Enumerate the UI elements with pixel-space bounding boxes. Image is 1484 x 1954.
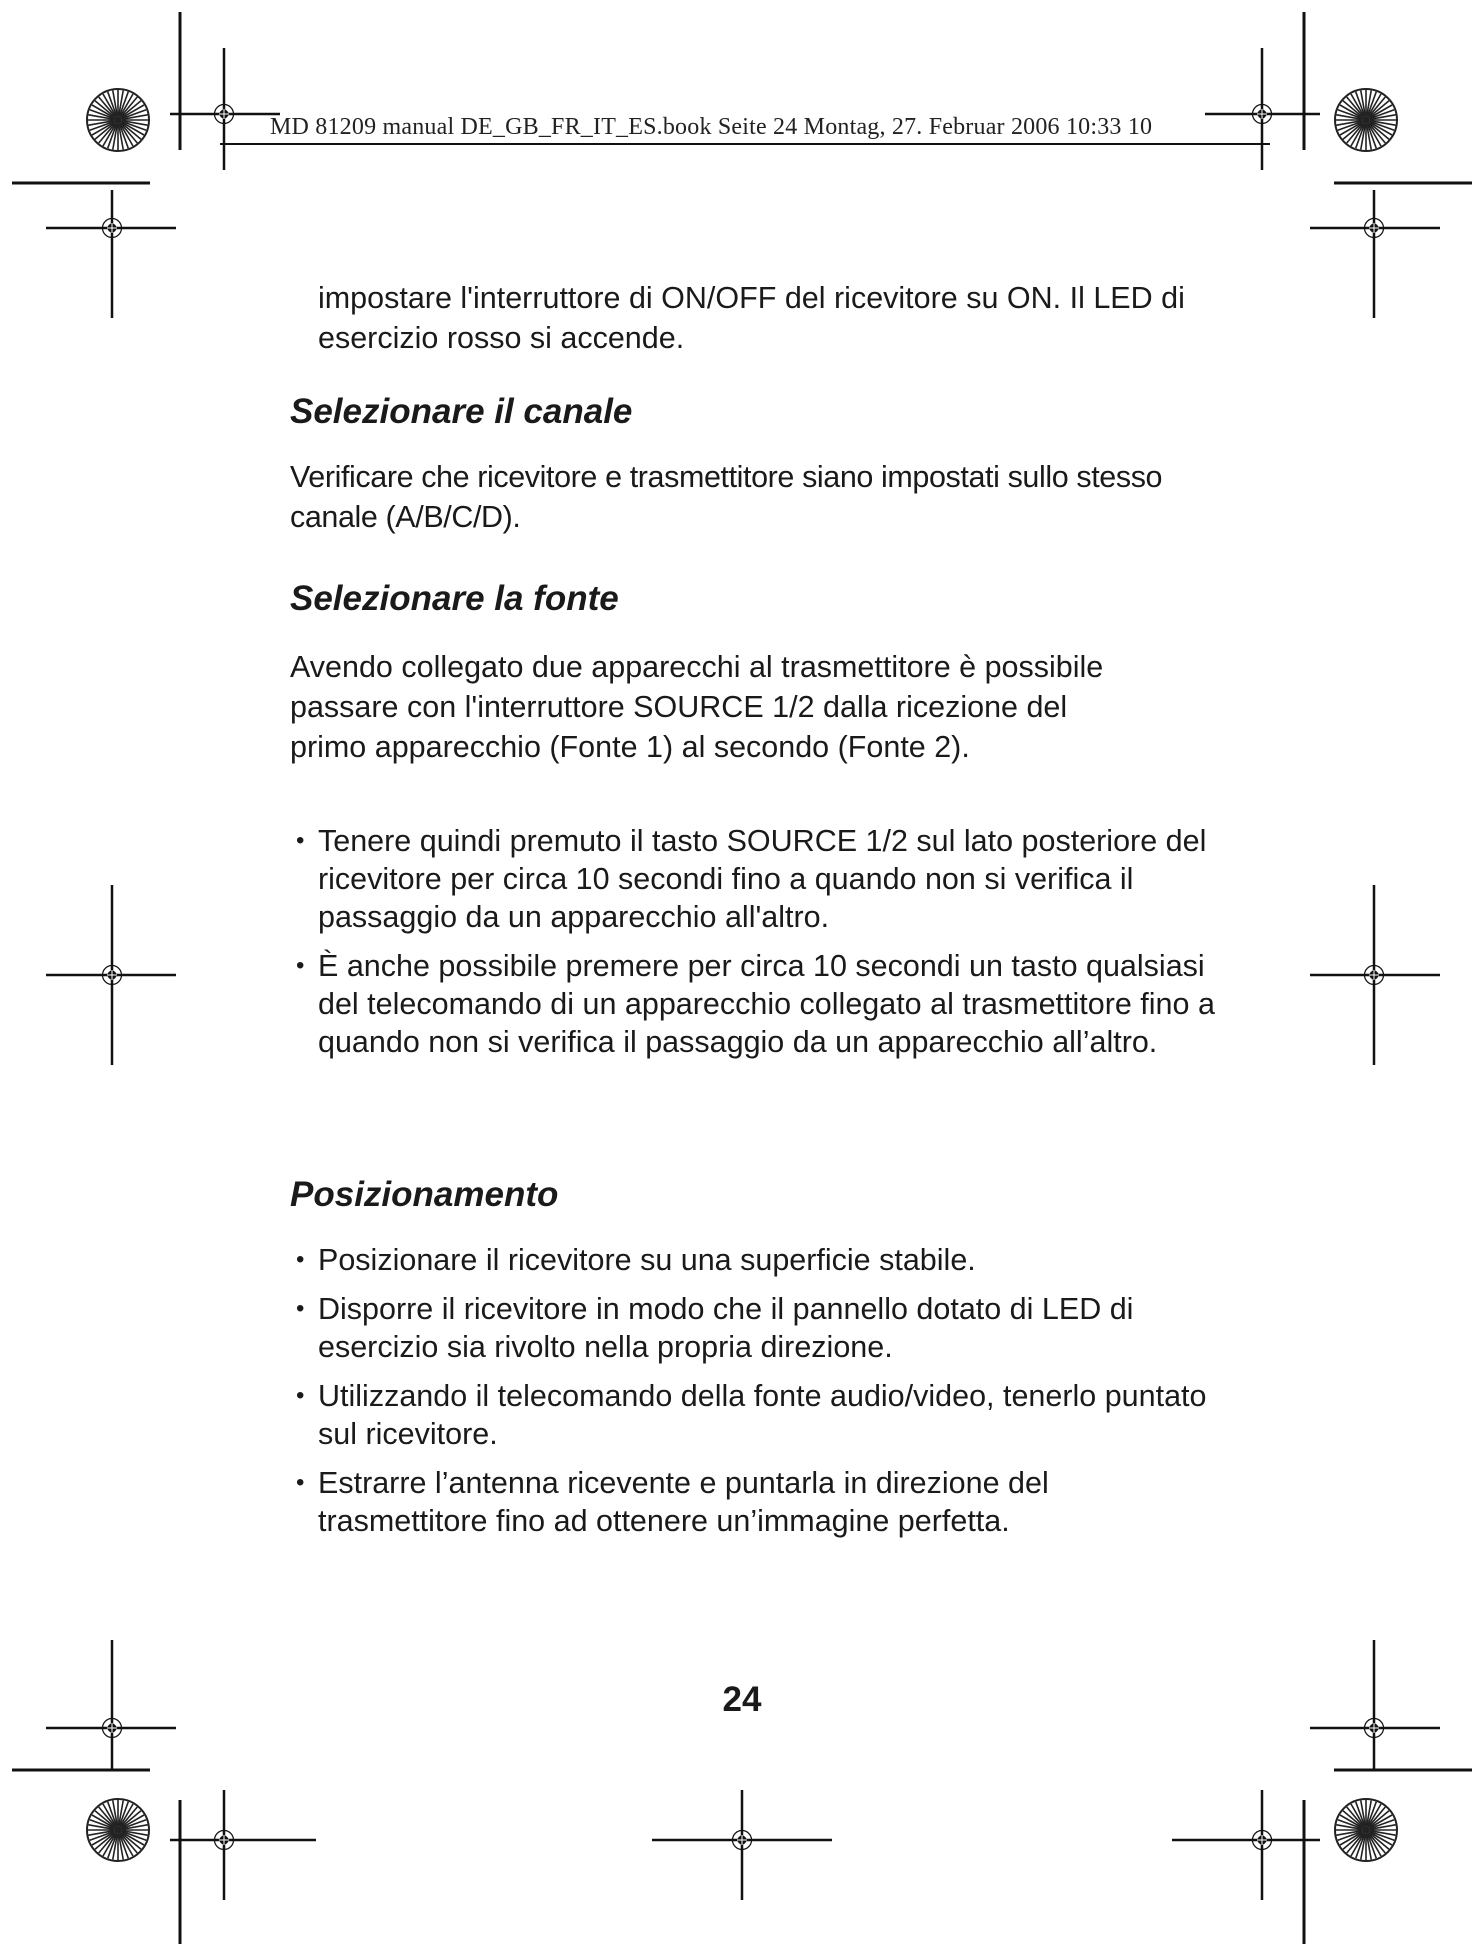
list-item: • Disporre il ricevitore in modo che il pannello dotato di LED di esercizio sia rivolto nella propria direzione.	[296, 1292, 1134, 1364]
paragraph-canale: Verificare che ricevitore e trasmettitore siano impostati sullo stesso canale (A/B/C/D).	[290, 460, 1163, 534]
bullet: •	[296, 1295, 305, 1322]
registration-target-icon	[87, 1799, 149, 1861]
bullet: •	[296, 1246, 305, 1273]
paragraph-fonte: Avendo collegato due apparecchi al trasmettitore è possibile passare con l'interruttore SOURCE 1/2 dalla ricezione del primo apparecchio (Fonte 1) al secondo (Fonte 2).	[290, 650, 1104, 764]
list-item: • Posizionare il ricevitore su una superficie stabile.	[296, 1243, 976, 1277]
list-item: • Estrarre l’antenna ricevente e puntarla in direzione del trasmettitore fino ad ottenere un’immagine perfetta.	[296, 1466, 1049, 1538]
heading-posizionamento: Posizionamento	[290, 1175, 559, 1214]
bullet: •	[296, 1469, 305, 1496]
list-posizionamento	[290, 1241, 1220, 1551]
bullet: •	[296, 827, 305, 854]
print-slug: MD 81209 manual DE_GB_FR_IT_ES.book Seite 24 Montag, 27. Februar 2006 10:33 10	[270, 114, 1153, 140]
list-item: • È anche possibile premere per circa 10 secondi un tasto qualsiasi del telecomando di un apparecchio collegato al trasmettitore fino a quando non si verifica il passaggio da un apparecchio all’altro.	[296, 949, 1215, 1059]
registration-target-icon	[1335, 89, 1397, 151]
page-number: 24	[722, 1680, 762, 1719]
heading-selezionare-canale: Selezionare il canale	[290, 392, 633, 431]
list-fonte	[290, 822, 1220, 1072]
registration-target-icon	[87, 89, 149, 151]
bullet: •	[296, 952, 305, 979]
list-item: • Utilizzando il telecomando della fonte audio/video, tenerlo puntato sul ricevitore.	[296, 1379, 1207, 1451]
bullet: •	[296, 1382, 305, 1409]
heading-selezionare-fonte: Selezionare la fonte	[290, 579, 619, 618]
registration-target-icon	[1335, 1799, 1397, 1861]
intro-paragraph: impostare l'interruttore di ON/OFF del ricevitore su ON. Il LED di esercizio rosso si accende.	[318, 281, 1185, 355]
list-item: • Tenere quindi premuto il tasto SOURCE 1/2 sul lato posteriore del ricevitore per circa 10 secondi fino a quando non si verifica il passaggio da un apparecchio all'altro.	[296, 824, 1207, 934]
